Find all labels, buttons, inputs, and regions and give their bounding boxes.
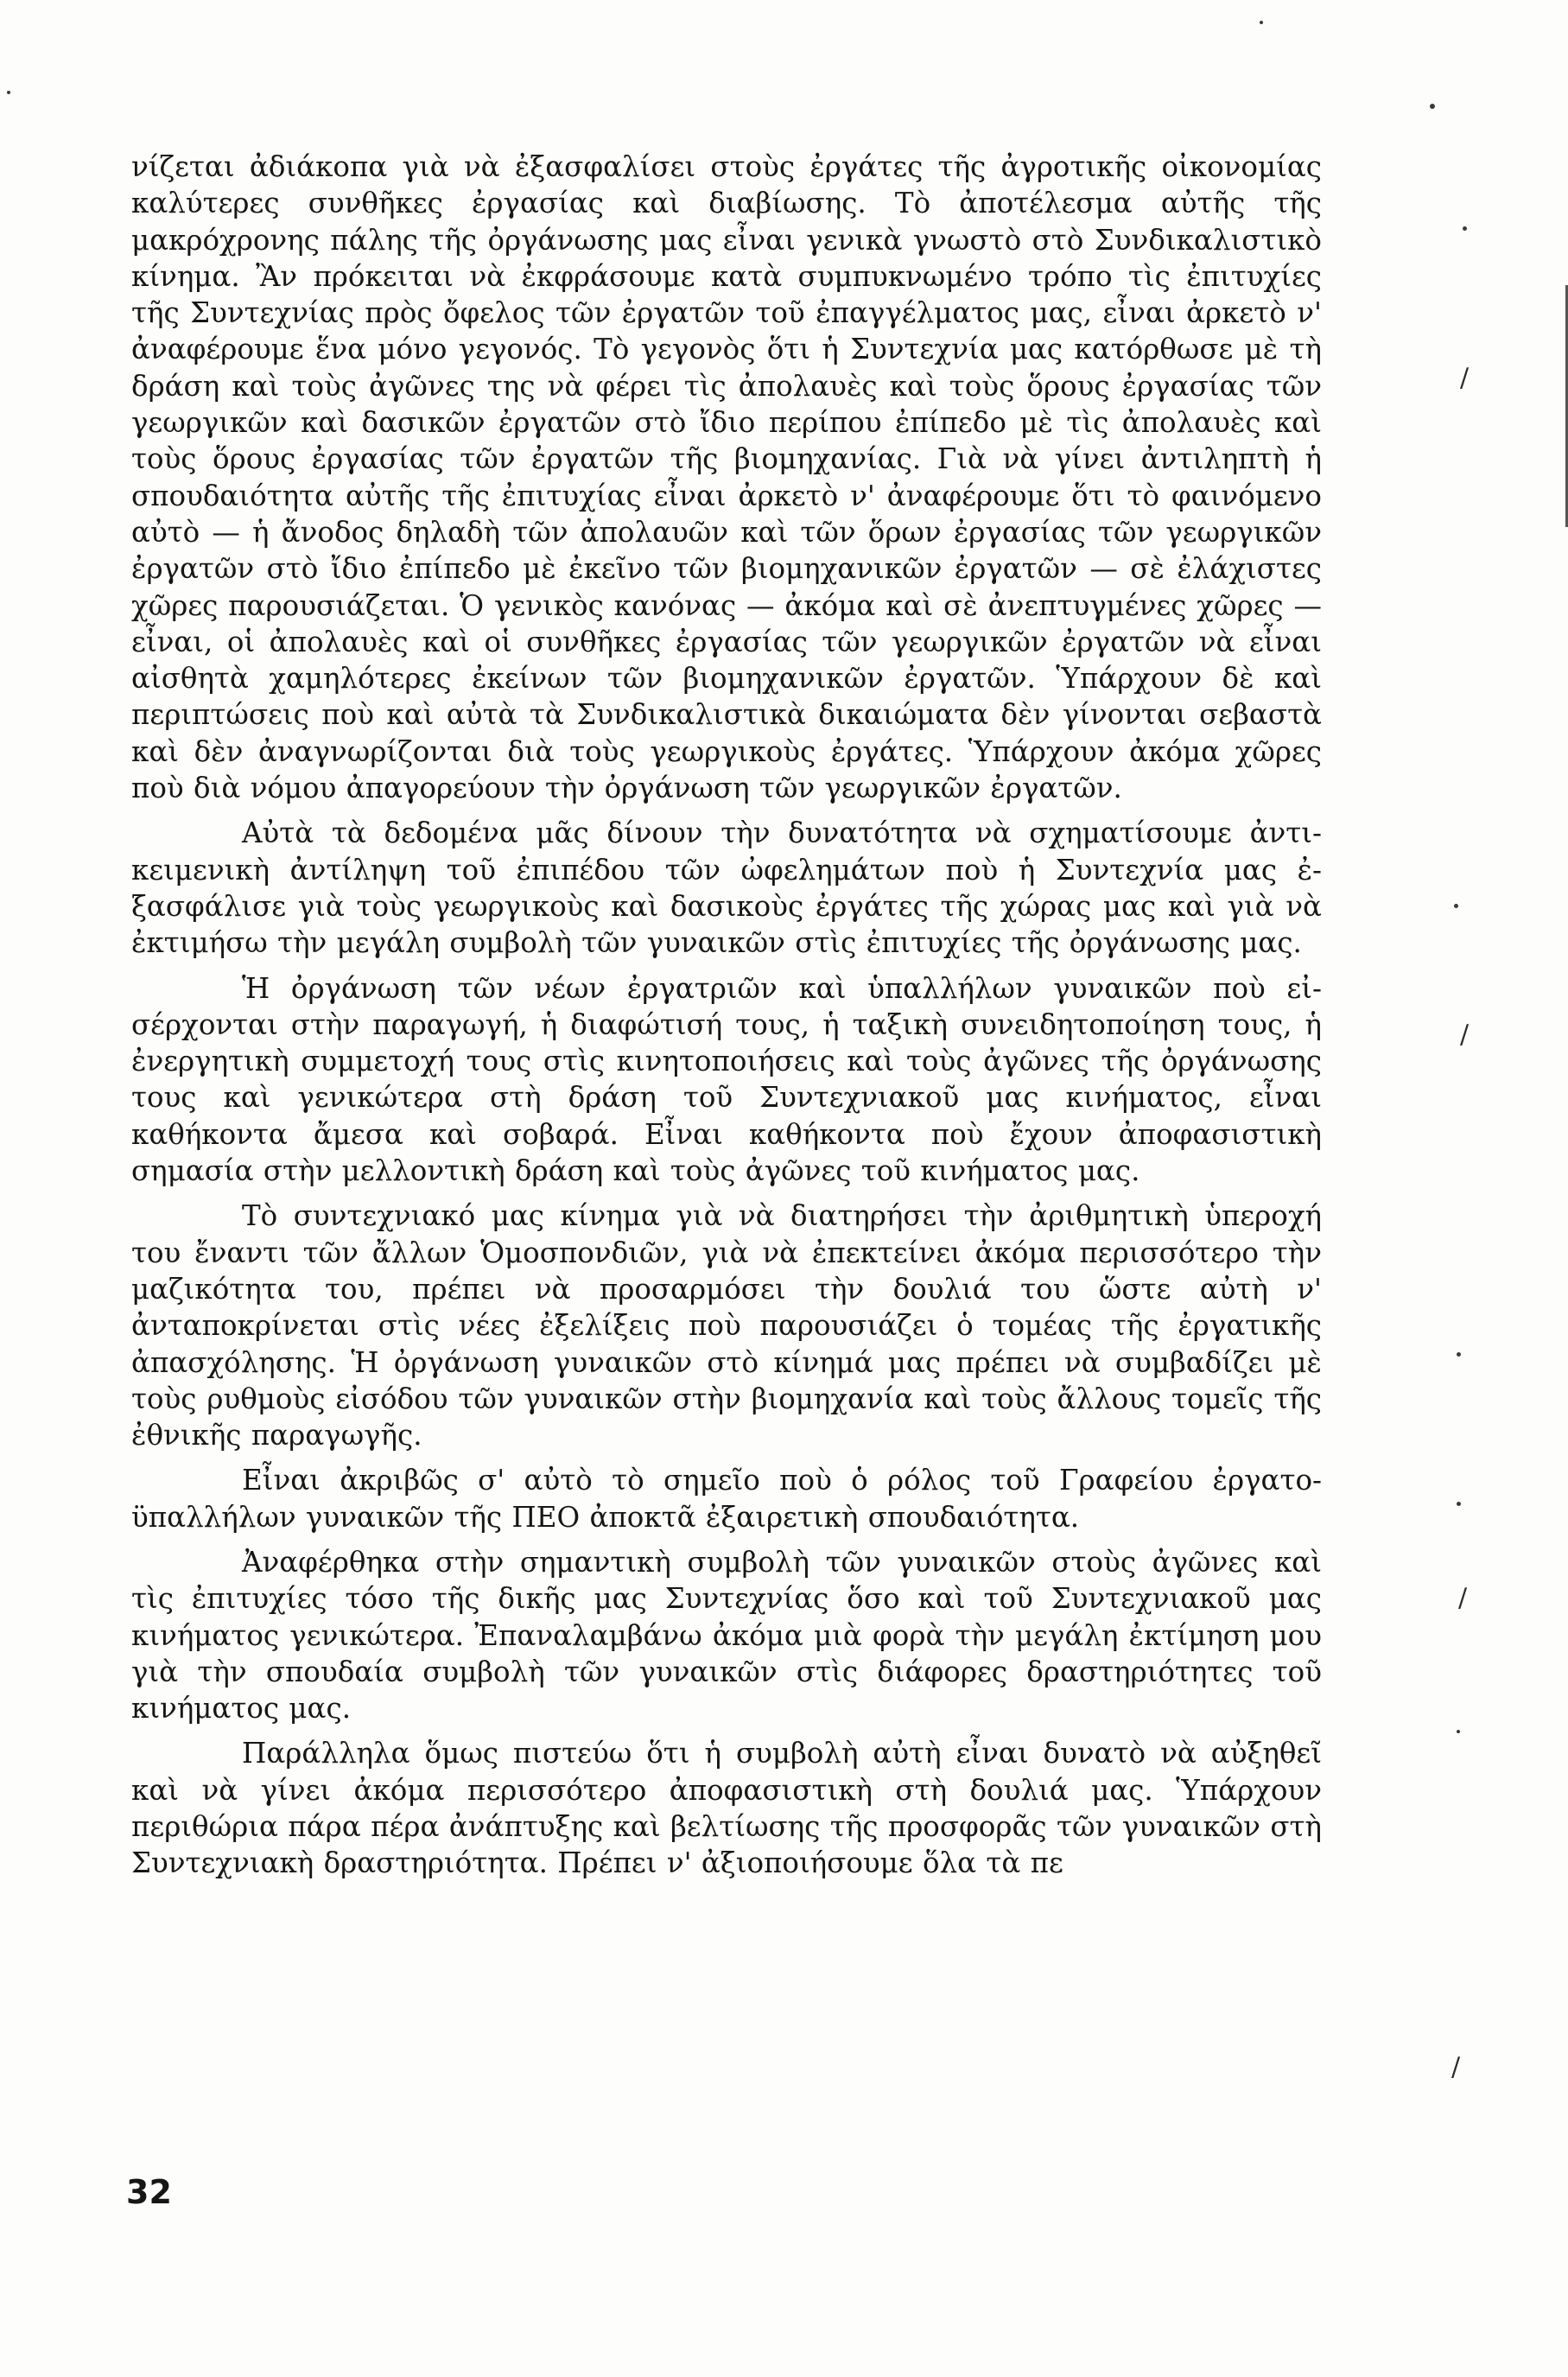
scan-speck — [1260, 21, 1263, 24]
margin-tick-mark: / — [1460, 363, 1470, 393]
scan-speck — [1457, 1730, 1460, 1733]
scan-speck — [1454, 904, 1458, 908]
paragraph-6: Ἀναφέρθηκα στὴν σημαντικὴ συμβολὴ τῶν γυναικῶν στοὺς ἀγῶνες καὶ τὶς ἐπιτυχίες τόσο τῆς δικῆς μας Συντεχνίας ὅσο καὶ τοῦ Συντεχνιακοῦ μας κινήματος γενικώτερα. Ἐπαναλαμβάνω ἀκόμα μιὰ φορὰ τὴν μεγάλη ἐκτίμηση μου γιὰ τὴν σπουδαία συμβολὴ τῶν γυναικῶν στὶς διάφορες δραστηριότητες τοῦ κινήματος μας. — [131, 1545, 1322, 1726]
paragraph-4: Τὸ συντεχνιακό μας κίνημα γιὰ νὰ διατηρήσει τὴν ἀριθμητικὴ ὑπεροχή του ἔναντι τῶν ἄλλων Ὁμοσπονδιῶν, γιὰ νὰ ἐπεκτείνει ἀκόμα περισσότερο τὴν μαζικότητα του, πρέπει νὰ προσαρμόσει τὴν δουλιά του ὥστε αὐτὴ ν' ἀνταποκρίνεται στὶς νέες ἐξελίξεις ποὺ παρουσιάζει ὁ τομέας τῆς ἐργατικῆς ἀπασχόλησης. Ἡ ὀργάνωση γυναικῶν στὸ κίνημά μας πρέπει νὰ συμβαδίζει μὲ τοὺς ρυθμοὺς εἰσόδου τῶν γυναικῶν στὴν βιομηχανία καὶ τοὺς ἄλλους τομεῖς τῆς ἐθνικῆς παραγωγῆς. — [131, 1199, 1322, 1452]
paragraph-7: Παράλληλα ὅμως πιστεύω ὅτι ἡ συμβολὴ αὐτὴ εἶναι δυνατὸ νὰ αὐξηθεῖ καὶ νὰ γίνει ἀκόμα περισσότερο ἀποφασιστικὴ στὴ δουλιά μας. Ὑπάρχουν περιθώρια πάρα πέρα ἀνάπτυξης καὶ βελτίωσης τῆς προσφορᾶς τῶν γυναικῶν στὴ Συντεχνιακὴ δραστηριότητα. Πρέπει ν' ἀξιοποιήσουμε ὅλα τὰ πε — [131, 1737, 1322, 1880]
margin-tick-mark: / — [1460, 1020, 1470, 1050]
scan-speck — [7, 91, 10, 94]
scan-speck — [1457, 1502, 1461, 1506]
scan-speck — [1463, 226, 1467, 231]
paragraph-1: νίζεται ἀδιάκοπα γιὰ νὰ ἐξασφαλίσει στοὺς ἐργάτες τῆς ἀγροτικῆς οἰκονομίας καλύτερες συνθῆκες ἐργασίας καὶ διαβίωσης. Τὸ ἀποτέλεσμα αὐτῆς τῆς μακρόχρονης πάλης τῆς ὀργάνωσης μας εἶναι γενικὰ γνωστὸ στὸ Συνδικαλιστικὸ κίνημα. Ἂν πρόκειται νὰ ἐκφράσουμε κατὰ συμπυκνωμένο τρόπο τὶς ἐπιτυχίες τῆς Συντεχνίας πρὸς ὄφελος τῶν ἐργατῶν τοῦ ἐπαγγέλματος μας, εἶναι ἀρκετὸ ν' ἀναφέρουμε ἕνα μόνο γεγονός. Τὸ γεγονὸς ὅτι ἡ Συντεχνία μας κατόρθωσε μὲ τὴ δράση καὶ τοὺς ἀγῶνες της νὰ φέρει τὶς ἀπολαυὲς καὶ τοὺς ὅρους ἐργασίας τῶν γεωργικῶν καὶ δασικῶν ἐργατῶν στὸ ἴδιο περίπου ἐπίπεδο μὲ τὶς ἀπολαυὲς καὶ τοὺς ὅρους ἐργασίας τῶν ἐργατῶν τῆς βιομηχανίας. Γιὰ νὰ γίνει ἀντιληπτὴ ἡ σπουδαιότητα αὐτῆς τῆς ἐπιτυχίας εἶναι ἀρκετὸ ν' ἀναφέρουμε ὅτι τὸ φαινόμενο αὐτὸ — ἡ ἄνοδος δηλαδὴ τῶν ἀπολαυῶν καὶ τῶν ὅρων ἐργασίας τῶν γεωργικῶν ἐργατῶν στὸ ἴδιο ἐπίπεδο μὲ ἐκεῖνο τῶν βιομηχανικῶν ἐργατῶν — σὲ ἐλάχιστες χῶρες παρουσιάζεται. Ὁ γενικὸς κανόνας — ἀκόμα καὶ σὲ ἀνεπτυγμένες χῶρες — εἶναι, οἱ ἀπολαυὲς καὶ οἱ συνθῆκες ἐργασίας τῶν γεωργικῶν ἐργατῶν νὰ εἶναι αἰσθητὰ χαμηλότερες ἐκείνων τῶν βιομηχανικῶν ἐργατῶν. Ὑπάρχουν δὲ καὶ περιπτώσεις ποὺ καὶ αὐτὰ τὰ Συνδικαλιστικὰ δικαιώματα δὲν γίνονται σεβαστὰ καὶ δὲν ἀναγνωρίζονται διὰ τοὺς γεωργικοὺς ἐργάτες. Ὑπάρχουν ἀκόμα χῶρες ποὺ διὰ νόμου ἀπαγορεύουν τὴν ὀργάνωση τῶν γεωργικῶν ἐργατῶν. — [131, 150, 1322, 805]
body-text — [131, 149, 1322, 1882]
margin-tick-mark: / — [1451, 2052, 1461, 2082]
scan-speck — [1430, 104, 1435, 109]
scan-speck — [1457, 1352, 1461, 1357]
paragraph-3: Ἡ ὀργάνωση τῶν νέων ἐργατριῶν καὶ ὑπαλλήλων γυναικῶν ποὺ εἰσέρχονται στὴν παραγωγή, ἡ διαφώτισή τους, ἡ ταξικὴ συνειδητοποίηση τους, ἡ ἐνεργητικὴ συμμετοχή τους στὶς κινητοποιήσεις καὶ τοὺς ἀγῶνες τῆς ὀργάνωσης τους καὶ γενικώτερα στὴ δράση τοῦ Συντεχνιακοῦ μας κινήματος, εἶναι καθήκοντα ἄμεσα καὶ σοβαρά. Εἶναι καθήκοντα ποὺ ἔχουν ἀποφασιστικὴ σημασία στὴν μελλοντικὴ δράση καὶ τοὺς ἀγῶνες τοῦ κινήματος μας. — [131, 971, 1322, 1188]
page-number: 32 — [126, 2173, 172, 2211]
paragraph-2: Αὐτὰ τὰ δεδομένα μᾶς δίνουν τὴν δυνατότητα νὰ σχηματίσουμε ἀντικειμενικὴ ἀντίληψη τοῦ ἐπιπέδου τῶν ὠφελημάτων ποὺ ἡ Συντεχνία μας ἐξασφάλισε γιὰ τοὺς γεωργικοὺς καὶ δασικοὺς ἐργάτες τῆς χώρας μας καὶ γιὰ νὰ ἐκτιμήσω τὴν μεγάλη συμβολὴ τῶν γυναικῶν στὶς ἐπιτυχίες τῆς ὀργάνωσης μας. — [131, 817, 1322, 960]
margin-tick-mark: / — [1458, 1583, 1468, 1613]
paragraph-5: Εἶναι ἀκριβῶς σ' αὐτὸ τὸ σημεῖο ποὺ ὁ ρόλος τοῦ Γραφείου ἐργατοϋπαλλήλων γυναικῶν τῆς ΠΕΟ ἀποκτᾶ ἐξαιρετικὴ σπουδαιότητα. — [131, 1464, 1322, 1534]
